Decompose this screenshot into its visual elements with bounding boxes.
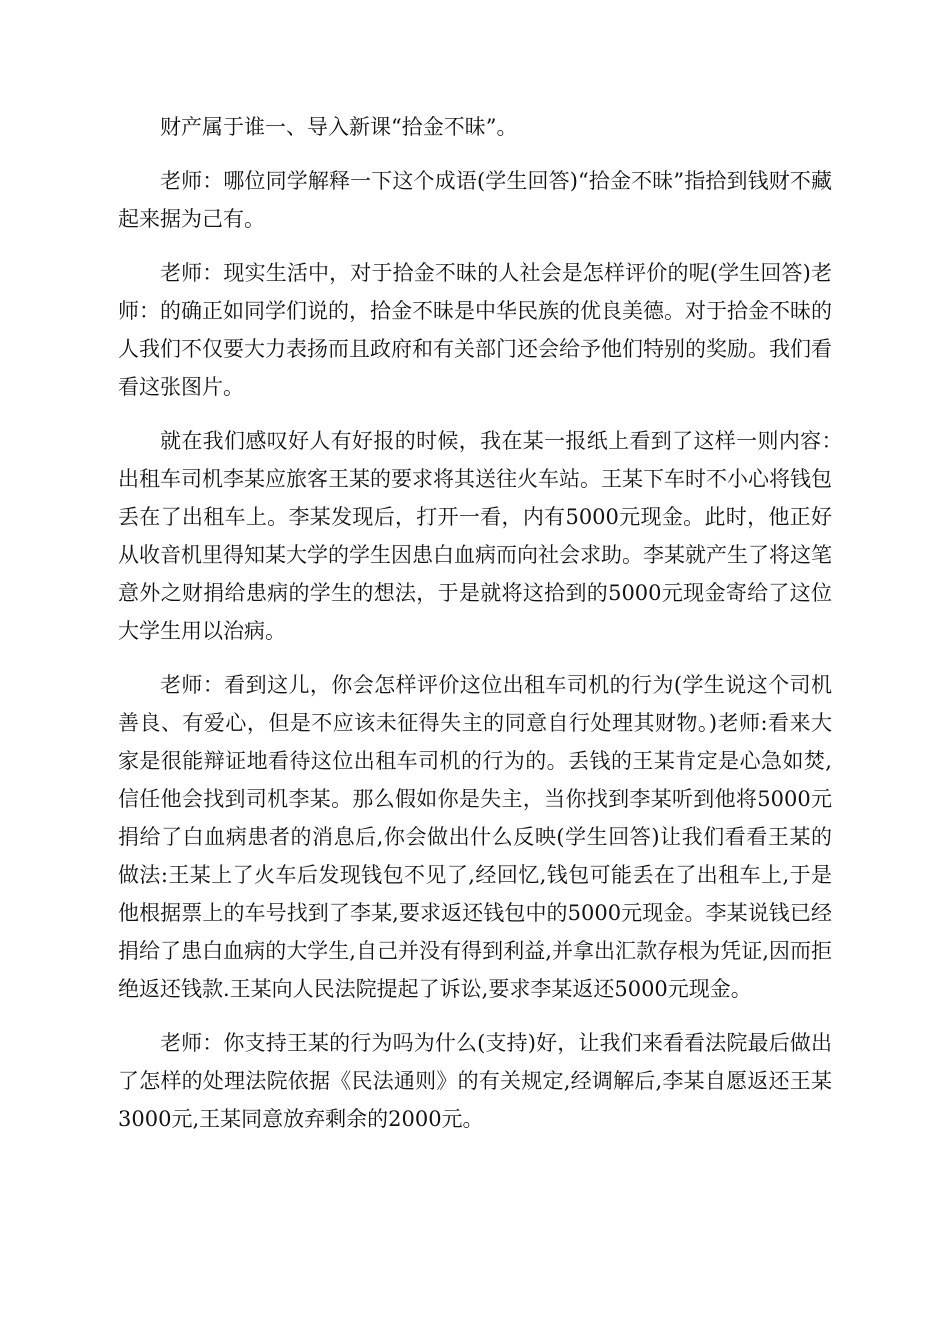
paragraph-social-evaluation: 老师：现实生活中，对于拾金不昧的人社会是怎样评价的呢(学生回答)老师：的确正如同学们说的，拾金不昧是中华民族的优良美德。对于拾金不昧的人我们不仅要大力表扬而且政府和有关部门还会给予他们特别的奖励。我们看看这张图片。 xyxy=(118,261,832,399)
paragraph-news-story: 就在我们感叹好人有好报的时候，我在某一报纸上看到了这样一则内容： 出租车司机李某应旅客王某的要求将其送往火车站。王某下车时不小心将钱包丢在了出租车上。李某发现后，打开一看，内有5000元现金。此时，他正好从收音机里得知某大学的学生因患白血病而向社会求助。李某就产生了将这笔意外之财捐给患病的学生的想法，于是就将这拾到的5000元现金寄给了这位大学生用以治病。 xyxy=(118,429,853,643)
paragraph-discussion: 老师：看到这儿，你会怎样评价这位出租车司机的行为(学生说这个司机善良、有爱心，但是不应该未征得失主的同意自行处理其财物。)老师:看来大家是很能辩证地看待这位出租车司机的行为的。丢钱的王某肯定是心急如焚,信任他会找到司机李某。那么假如你是失主，当你找到李某听到他将5000元捐给了白血病患者的消息后,你会做出什么反映(学生回答)让我们看看王某的做法:王某上了火车后发现钱包不见了,经回忆,钱包可能丢在了出租车上,于是他根据票上的车号找到了李某,要求返还钱包中的5000元现金。李某说钱已经捐给了患白血病的大学生,自己并没有得到利益,并拿出汇款存根为凭证,因而拒绝返还钱款.王某向人民法院提起了诉讼,要求李某返还5000元现金。 xyxy=(118,673,832,1001)
paragraph-court-result: 老师：你支持王某的行为吗为什么(支持)好，让我们来看看法院最后做出了怎样的处理法院依据《民法通则》的有关规定,经调解后,李某自愿返还王某3000元,王某同意放弃剩余的2000元。 xyxy=(118,1031,832,1131)
paragraph-teacher-question: 老师：哪位同学解释一下这个成语(学生回答)“拾金不昧”指拾到钱财不藏起来据为己有。 xyxy=(118,169,832,231)
paragraph-intro: 财产属于谁一、导入新课“拾金不昧”。 xyxy=(160,115,518,139)
document-body xyxy=(118,108,853,1154)
